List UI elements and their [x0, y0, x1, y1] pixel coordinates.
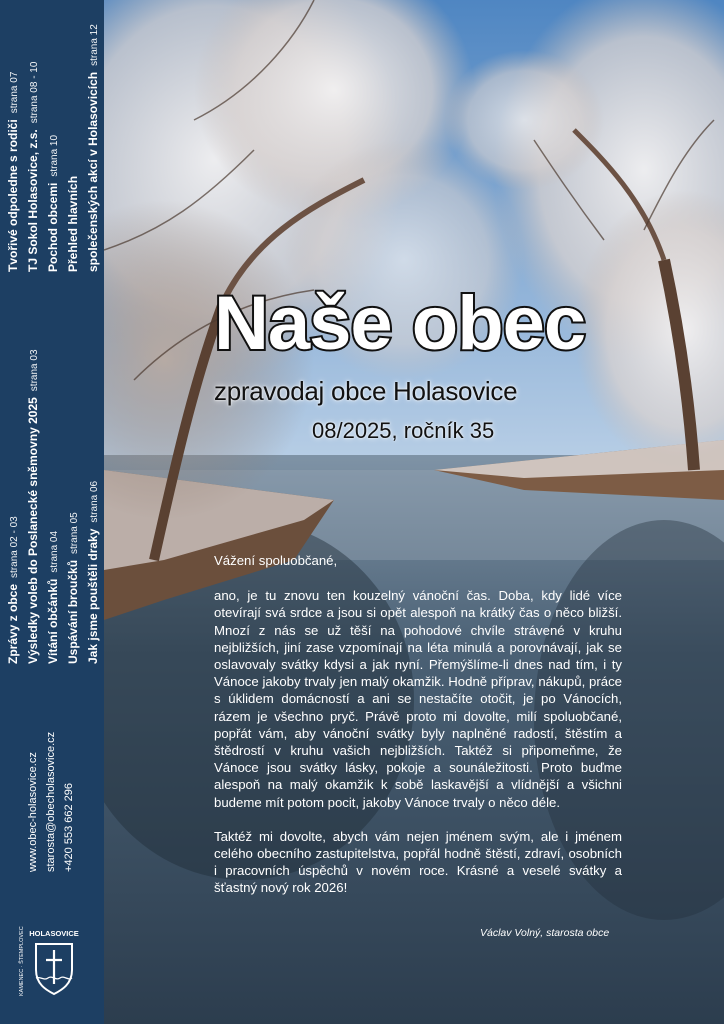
logo-ring-left: KAMENEC · ŠTEMPLOVEC · LODĚNICE: [19, 926, 25, 996]
editorial-letter: [214, 552, 622, 914]
phone-number: +420 553 662 296: [63, 782, 75, 872]
email-link[interactable]: starosta@obecholasovice.cz: [45, 731, 57, 872]
logo-top-text: HOLASOVICE: [29, 929, 79, 938]
contents-item[interactable]: Uspávání broučkůstrana 05: [66, 512, 80, 664]
contents-item[interactable]: TJ Sokol Holasovice, z.s.strana 08 - 10: [26, 61, 40, 272]
contents-item[interactable]: Vítání občánkůstrana 04: [46, 530, 60, 664]
issue-number: 08/2025, ročník 35: [312, 418, 495, 443]
letter-paragraph: Taktéž mi dovolte, abych vám nejen jménem svým, ale i jménem celého obecního zastupitelstva, popřál hodně štěstí, zdraví, osobních i pracovních úspěchů v novém roce. Krásné a veselé svátky a šťastný nový rok 2026!: [214, 828, 622, 896]
contents-item[interactable]: společenských akcí v Holasovicíchstrana 12: [86, 24, 100, 272]
contents-item[interactable]: Jak jsme pouštěli drakystrana 06: [86, 480, 100, 664]
signature: Václav Volný, starosta obce: [480, 927, 610, 939]
municipality-logo: [18, 926, 90, 1004]
contents-item[interactable]: Výsledky voleb do Poslanecké sněmovny 2025strana 03: [26, 349, 40, 664]
contents-column-2: [4, 24, 104, 272]
magazine-subtitle: zpravodaj obce Holasovice: [214, 376, 518, 406]
letter-paragraph: ano, je tu znovu ten kouzelný vánoční čas. Doba, kdy lidé více otevírají svá srdce a jsou si opět alespoň na krátký čas o něco bližší. Mnozí z nás se už těší na pohodové chvíle strávené v kruhu nejbližších, jiní zase vzpomínají na léta minulá a porovnávají, jak se oslavovaly svátky kdysi a jak nyní. Přemýšlíme-li dnes nad tím, i ty Vánoce jakoby trvaly jen malý okamžik. Hodně příprav, nákupů, práce s úklidem domácností a ani se nestačíte otočit, je po Vánocích, rázem je všechno pryč. Právě proto mi dovolte, milí spoluobčané, popřát vám, aby vánoční svátky byly naplněné radostí, štěstím a štědrostí v kruhu vašich nejbližších. Taktéž si připomeňme, že Vánoce jsou svátky lásky, pokoje a sounáležitosti. Proto buďme alespoň na malý okamžik k sobě laskavější a vlídnější a všichni budeme mít potom pocit, jakoby Vánoce trvaly o něco déle.: [214, 588, 622, 810]
contents-item[interactable]: Zprávy z obcestrana 02 - 03: [6, 516, 20, 664]
contents-item[interactable]: Přehled hlavních: [66, 175, 80, 272]
letter-greeting: Vážení spoluobčané,: [214, 553, 338, 568]
contents-item[interactable]: Pochod obcemistrana 10: [46, 134, 60, 272]
website-link[interactable]: www.obec-holasovice.cz: [27, 752, 39, 872]
contents-item[interactable]: Tvořivé odpoledne s rodičistrana 07: [6, 71, 20, 272]
contacts: [24, 732, 78, 872]
magazine-title: Naše obec: [214, 281, 586, 366]
sidebar: [0, 0, 104, 1024]
contents-column-1: [4, 349, 104, 664]
